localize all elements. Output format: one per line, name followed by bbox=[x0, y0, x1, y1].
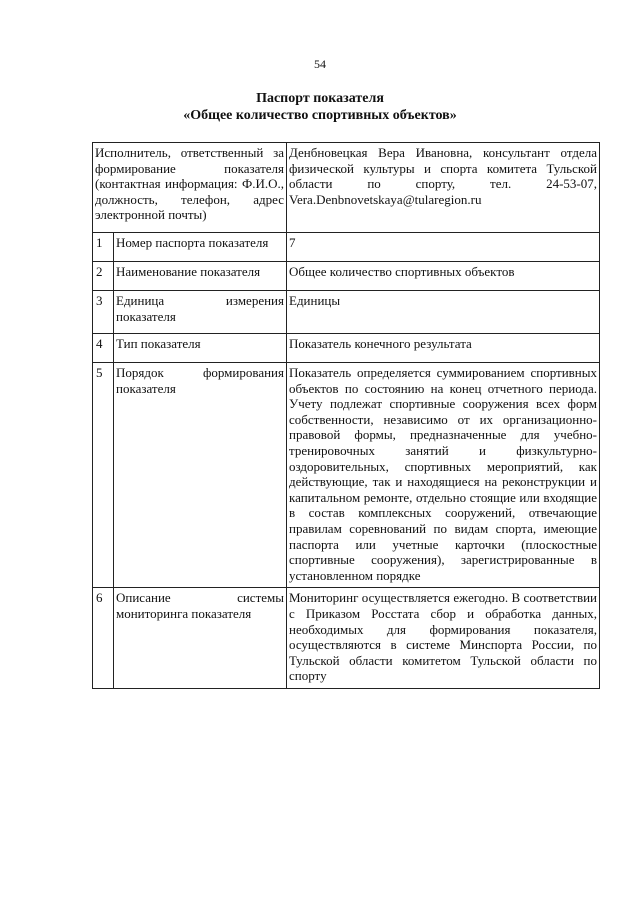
row-value: Показатель определяется суммированием спортивных объектов по состоянию на конец отчетного периода. Учету подлежат спортивные сооружения всех форм собственности, независимо от их организационно-правовой формы, предназначенные для учебно-тренировочных занятий и физкультурно-оздоровительных, спортивных мероприятий, как действующие, так и находящиеся на реконструкции и капитальном ремонте, отдельно стоящие или входящие в состав комплексных сооружений, отвечающие правилам соревнований по видам спорта, имеющие паспорта или учетные карточки (плоскостные спортивные сооружения), зарегистрированные в установленном порядке bbox=[287, 363, 600, 588]
table-row bbox=[93, 291, 600, 334]
row-value: Единицы bbox=[287, 291, 600, 334]
table-row bbox=[93, 262, 600, 291]
row-value: Общее количество спортивных объектов bbox=[287, 262, 600, 291]
indicator-passport-table bbox=[92, 142, 600, 689]
document-title bbox=[0, 90, 640, 124]
table-row bbox=[93, 588, 600, 689]
title-line-1: Паспорт показателя bbox=[256, 91, 384, 106]
row-name: Тип показателя bbox=[114, 334, 287, 363]
table-row-executor bbox=[93, 143, 600, 233]
row-name: Номер паспорта показателя bbox=[114, 233, 287, 262]
page-number: 54 bbox=[314, 57, 326, 71]
row-value: Мониторинг осуществляется ежегодно. В соответствии с Приказом Росстата сбор и обработка данных, необходимых для формирования показателя, осуществляются в системе Минспорта России, по Тульской области комитетом Тульской области по спорту bbox=[287, 588, 600, 689]
row-name: Порядок формирования показателя bbox=[114, 363, 287, 588]
row-number: 3 bbox=[93, 291, 114, 334]
table-row bbox=[93, 233, 600, 262]
row-number: 4 bbox=[93, 334, 114, 363]
table-row bbox=[93, 363, 600, 588]
row-name: Единица измерения показателя bbox=[114, 291, 287, 334]
row-name: Наименование показателя bbox=[114, 262, 287, 291]
row-value: 7 bbox=[287, 233, 600, 262]
table-row bbox=[93, 334, 600, 363]
row-name: Описание системы мониторинга показателя bbox=[114, 588, 287, 689]
row-number: 1 bbox=[93, 233, 114, 262]
row-number: 5 bbox=[93, 363, 114, 588]
row-number: 2 bbox=[93, 262, 114, 291]
row-number: 6 bbox=[93, 588, 114, 689]
row-value: Показатель конечного результата bbox=[287, 334, 600, 363]
executor-label: Исполнитель, ответственный за формирование показателя (контактная информация: Ф.И.О., должность, телефон, адрес электронной почты) bbox=[93, 143, 287, 233]
executor-value: Денбновецкая Вера Ивановна, консультант отдела физической культуры и спорта комитета Тульской области по спорту, тел. 24-53-07, Vera.Denbnovetskaya@tularegion.ru bbox=[287, 143, 600, 233]
title-line-2: «Общее количество спортивных объектов» bbox=[183, 108, 457, 123]
